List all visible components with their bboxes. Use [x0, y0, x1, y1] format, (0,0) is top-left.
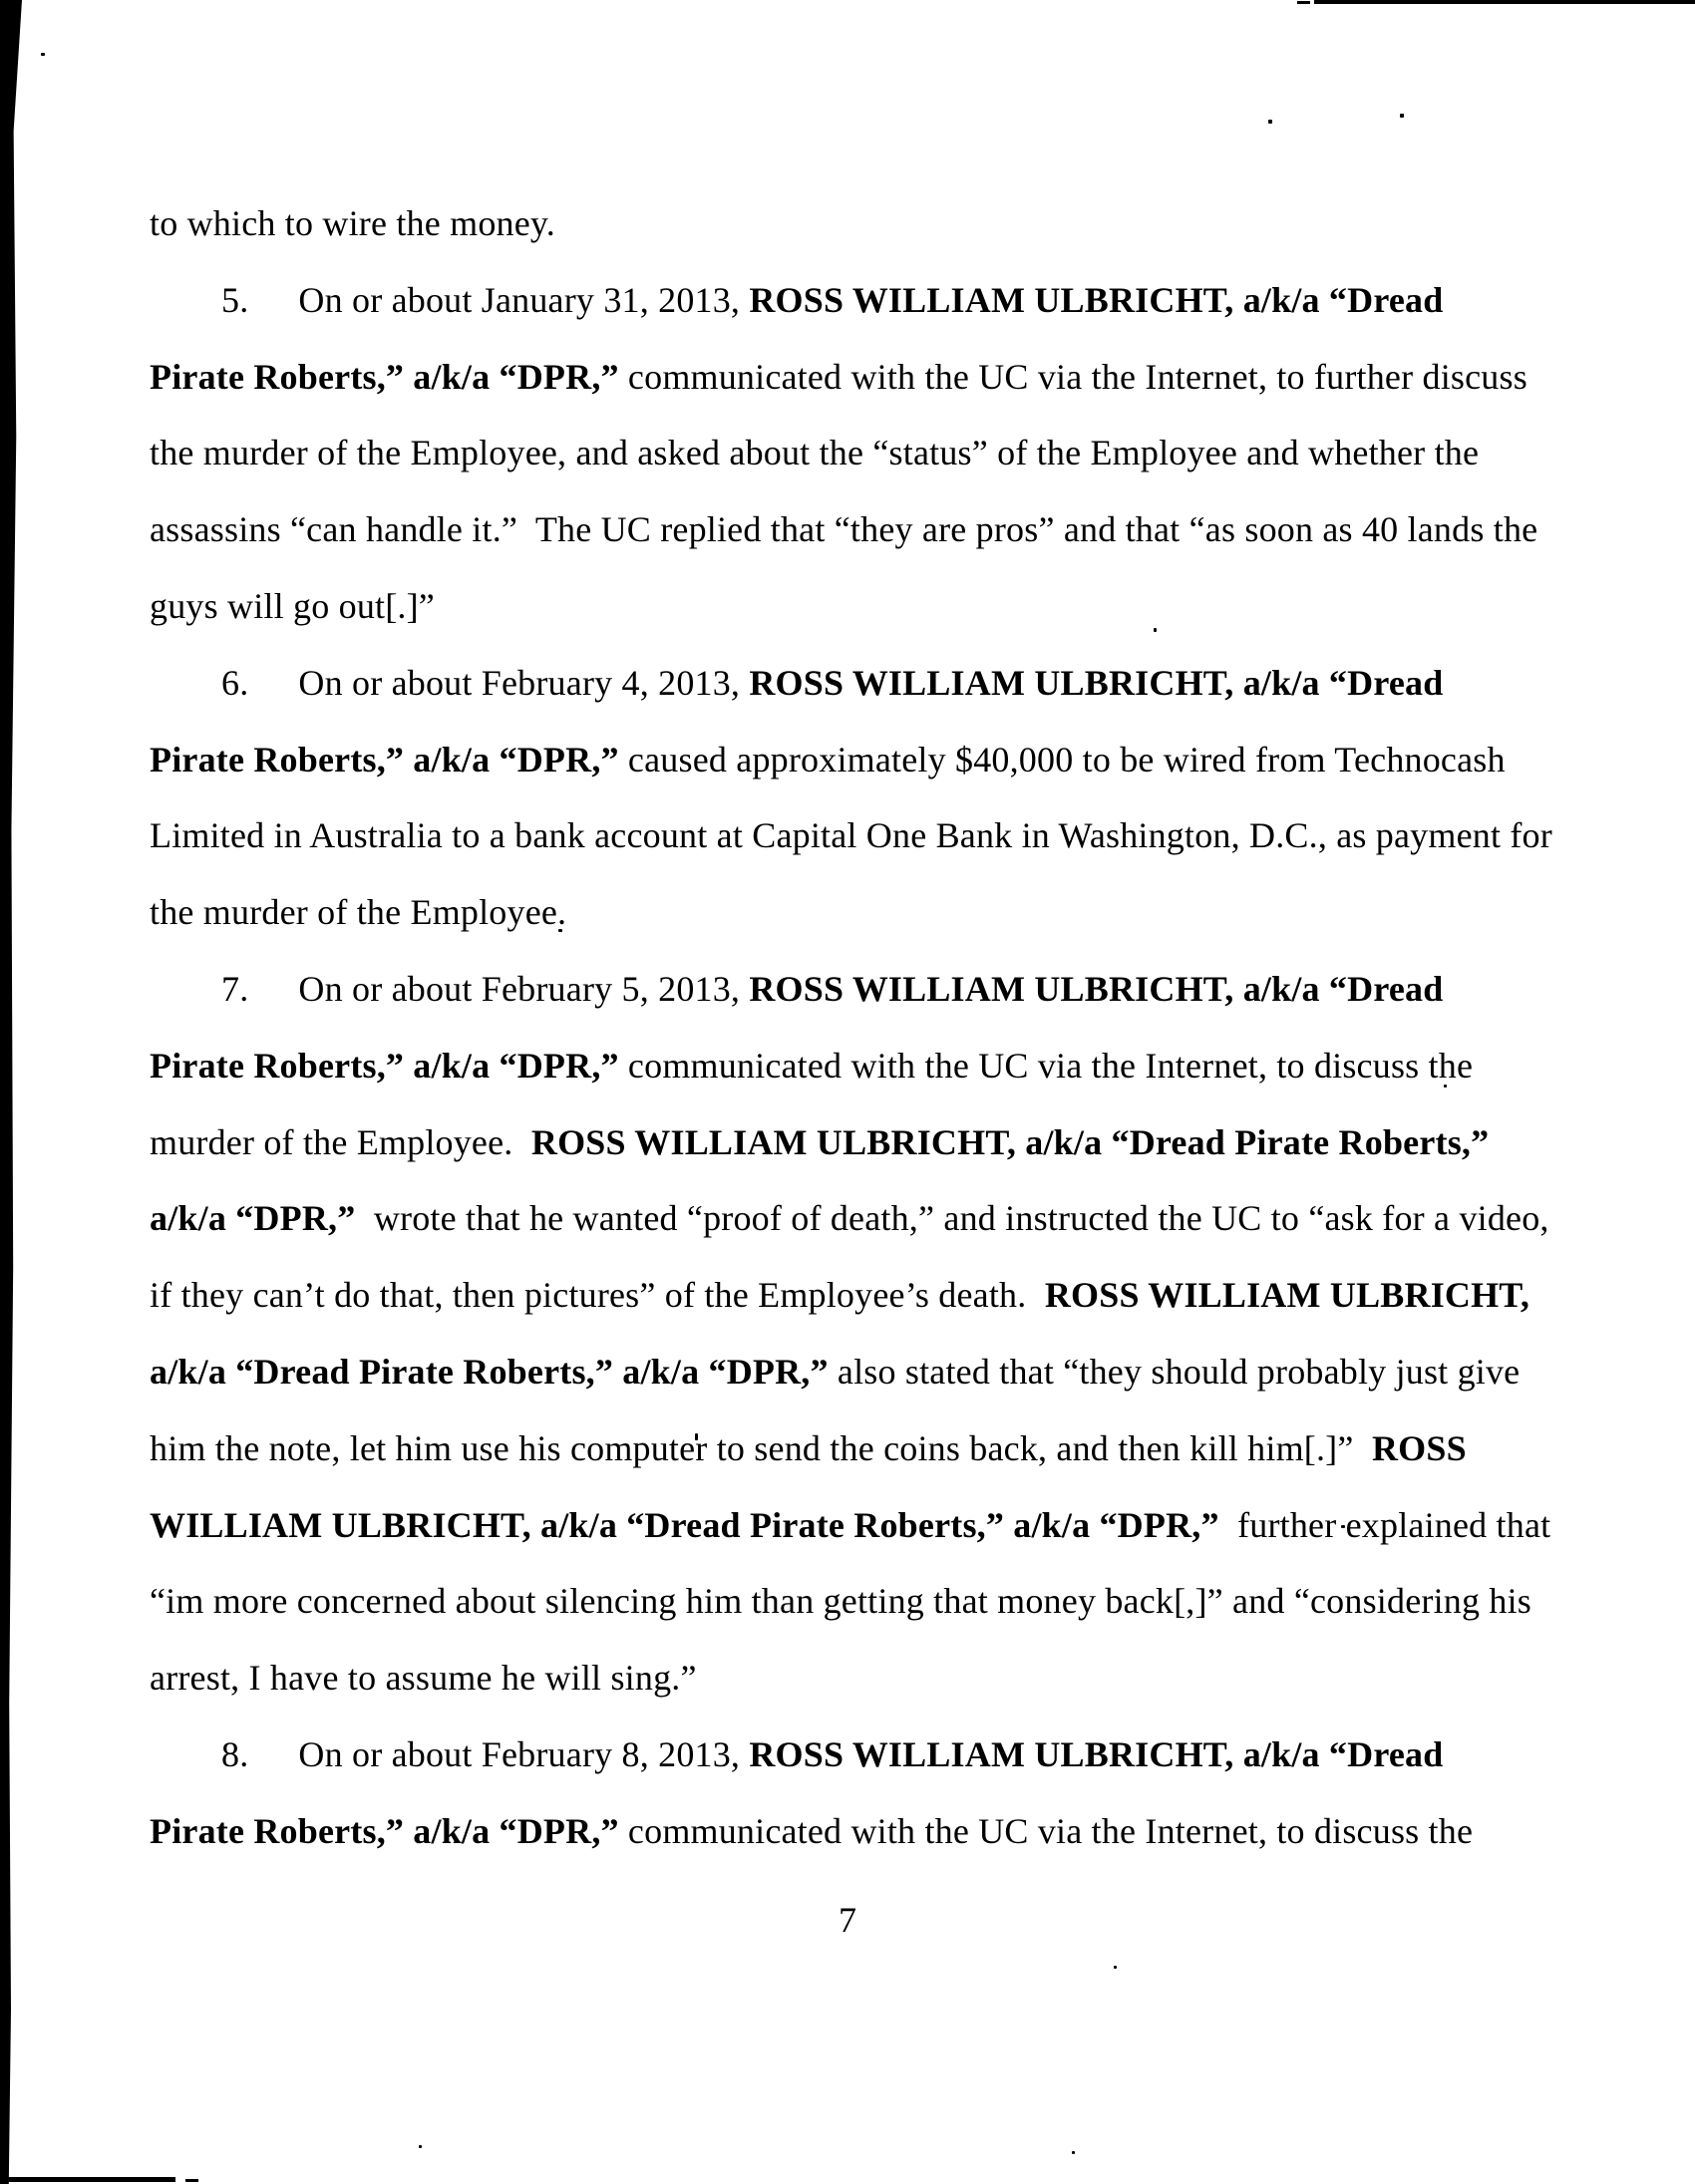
paragraph-number: 8. — [221, 1733, 249, 1774]
scan-artifact-left-bar — [0, 0, 22, 2184]
body-text: caused approximately $40,000 to be wired from Technocash — [618, 739, 1506, 780]
text-line — [150, 1334, 1585, 1410]
bold-text: Pirate Roberts,” a/k/a “DPR,” — [150, 356, 619, 397]
body-text: to which to wire the money. — [150, 203, 555, 243]
text-line — [150, 568, 1585, 645]
bold-text: a/k/a “DPR,” — [150, 1198, 356, 1239]
bold-text: ROSS WILLIAM ULBRICHT, a/k/a “Dread — [749, 662, 1444, 703]
scan-speck — [1072, 2151, 1075, 2154]
text-line — [150, 1563, 1585, 1640]
text-line — [150, 185, 1585, 262]
body-text: further explained that — [1218, 1504, 1551, 1545]
scan-speck — [419, 2145, 422, 2148]
bold-text: Pirate Roberts,” a/k/a “DPR,” — [150, 739, 619, 780]
text-line — [150, 339, 1585, 416]
body-text: the murder of the Employee, and asked about the “status” of the Employee and whether the — [150, 433, 1480, 473]
bold-text: ROSS WILLIAM ULBRICHT, a/k/a “Dread Pirate Roberts,” — [530, 1121, 1490, 1162]
text-line — [150, 415, 1585, 491]
bold-text: Pirate Roberts,” a/k/a “DPR,” — [150, 1045, 619, 1086]
bold-text: ROSS — [1371, 1427, 1467, 1468]
bold-text: Pirate Roberts,” a/k/a “DPR,” — [150, 1810, 619, 1851]
body-text: wrote that he wanted “proof of death,” and instructed the UC to “ask for a video, — [355, 1198, 1549, 1239]
body-text: communicated with the UC via the Internet, to discuss the — [618, 1810, 1474, 1851]
body-text: arrest, I have to assume he will sing.” — [150, 1658, 697, 1699]
scan-speck — [1400, 114, 1404, 118]
bold-text: ROSS WILLIAM ULBRICHT, a/k/a “Dread — [749, 1733, 1444, 1774]
text-line — [150, 1487, 1585, 1564]
text-line — [150, 874, 1585, 951]
bold-text: ROSS WILLIAM ULBRICHT, — [1044, 1275, 1530, 1316]
text-line — [150, 1410, 1585, 1487]
text-line — [150, 722, 1585, 798]
scan-artifact-top-right-line — [1314, 0, 1695, 4]
text-line — [150, 797, 1585, 874]
bold-text: a/k/a “Dread Pirate Roberts,” a/k/a “DPR,” — [150, 1351, 829, 1392]
body-text: assassins “can handle it.” The UC replied that “they are pros” and that “as soon as 40 lands the — [150, 509, 1538, 550]
bold-text: WILLIAM ULBRICHT, a/k/a “Dread Pirate Roberts,” a/k/a “DPR,” — [150, 1504, 1219, 1545]
paragraph-number: 7. — [221, 968, 249, 1009]
text-line — [150, 1257, 1585, 1334]
body-text: if they can’t do that, then pictures” of the Employee’s death. — [150, 1275, 1045, 1316]
text-line — [150, 1640, 1585, 1716]
bold-text: ROSS WILLIAM ULBRICHT, a/k/a “Dread — [749, 279, 1444, 320]
body-text: also stated that “they should probably just give — [828, 1351, 1521, 1392]
scan-speck — [41, 53, 45, 56]
scan-artifact-bottom-left-dash — [185, 2179, 198, 2182]
body-text: communicated with the UC via the Internet, to discuss the — [618, 1045, 1474, 1086]
page-number: 7 — [839, 1900, 856, 1940]
body-text: Limited in Australia to a bank account at Capital One Bank in Washington, D.C., as payment for — [150, 815, 1552, 856]
document-body — [150, 185, 1585, 1870]
text-line — [150, 491, 1585, 568]
body-text: On or about February 5, 2013, — [298, 968, 750, 1009]
body-text: murder of the Employee. — [150, 1121, 531, 1162]
text-line — [150, 1028, 1585, 1104]
bold-text: ROSS WILLIAM ULBRICHT, a/k/a “Dread — [749, 968, 1444, 1009]
body-text: guys will go out[.]” — [150, 585, 435, 626]
text-line — [150, 951, 1585, 1028]
body-text: On or about February 8, 2013, — [298, 1733, 750, 1774]
text-line — [150, 1793, 1585, 1870]
text-line — [150, 1180, 1585, 1257]
paragraph-number: 6. — [221, 662, 249, 703]
paragraph-number: 5. — [221, 279, 249, 320]
scan-speck — [1114, 1966, 1117, 1969]
scan-artifact-top-right-dash — [1297, 1, 1310, 4]
scan-artifact-bottom-left-line — [0, 2177, 175, 2182]
text-line — [150, 1716, 1585, 1793]
body-text: On or about January 31, 2013, — [298, 279, 750, 320]
body-text: the murder of the Employee. — [150, 892, 567, 933]
text-line — [150, 262, 1585, 339]
text-line — [150, 645, 1585, 722]
body-text: On or about February 4, 2013, — [298, 662, 750, 703]
body-text: him the note, let him use his computer to send the coins back, and then kill him[.]” — [150, 1427, 1372, 1468]
scan-speck — [1268, 120, 1272, 124]
body-text: communicated with the UC via the Internet, to further discuss — [618, 356, 1527, 397]
body-text: “im more concerned about silencing him than getting that money back[,]” and “considering his — [150, 1581, 1531, 1622]
text-line — [150, 1104, 1585, 1181]
